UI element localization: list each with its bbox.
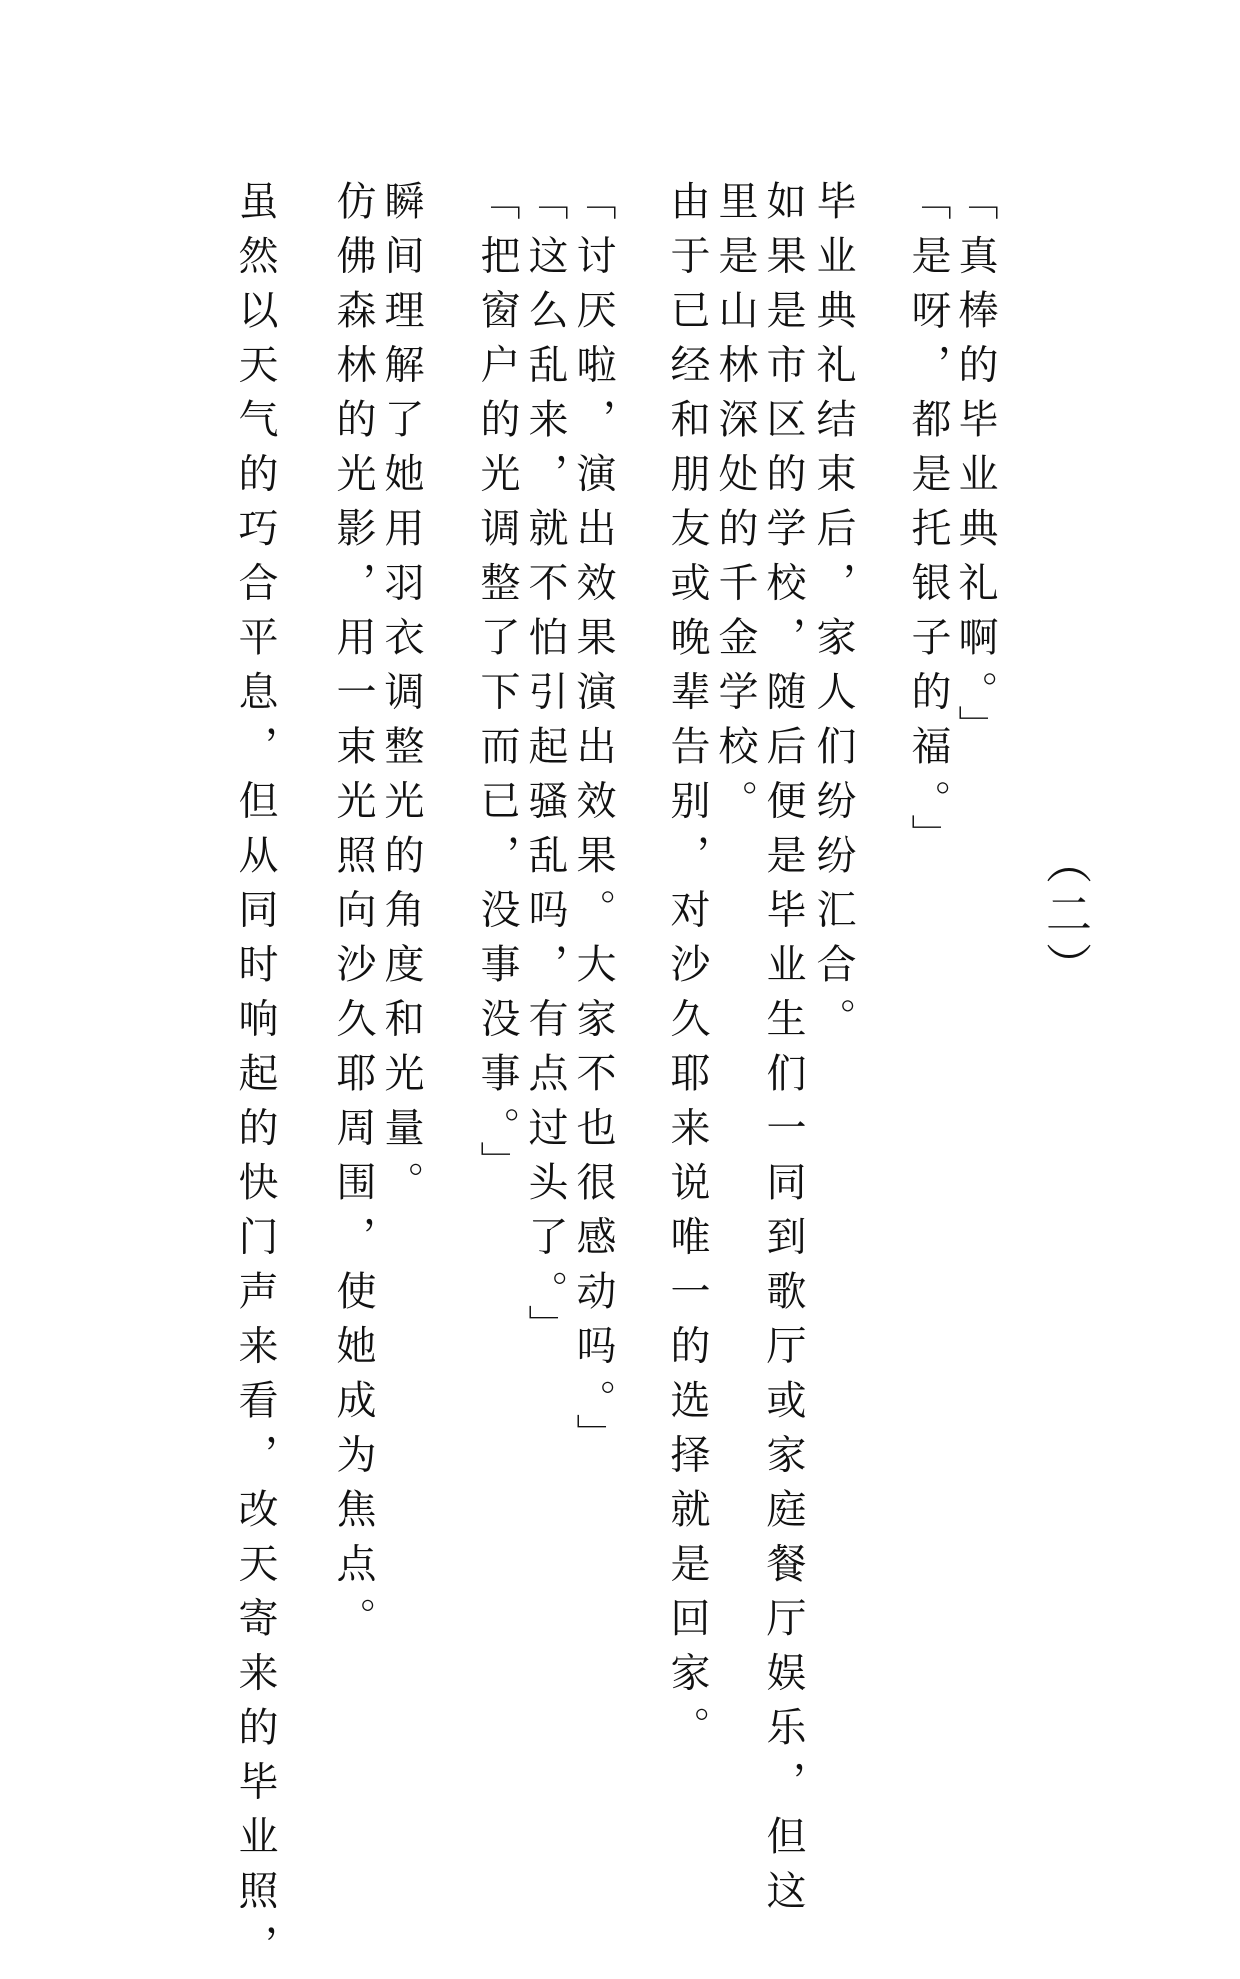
- text-column: 由于已经和朋友或晚辈告别，对沙久耶来说唯一的选择就是回家。: [664, 180, 710, 1761]
- text-column: 仿佛森林的光影，用一束光照向沙久耶周围，使她成为焦点。: [330, 180, 376, 1652]
- text-column: 毕业典礼结束后，家人们纷纷汇合。: [810, 180, 856, 1052]
- text-column: 「把窗户的光调整了下而已，没事没事。」: [474, 180, 520, 1196]
- text-column: 「这么乱来，就不怕引起骚乱吗，有点过头了。」: [522, 180, 568, 1359]
- text-column: 「是呀，都是托银子的福。」: [905, 180, 951, 869]
- text-column: 如果是市区的学校，随后便是毕业生们一同到歌厅或家庭餐厅娱乐，但这: [760, 180, 806, 1924]
- text-column: 虽然以天气的巧合平息，但从同时响起的快门声来看，改天寄来的毕业照，: [232, 180, 278, 1979]
- text-column: 瞬间理解了她用羽衣调整光的角度和光量。: [378, 180, 424, 1216]
- chapter-heading: （二）: [1039, 838, 1093, 994]
- text-column: 「讨厌啦，演出效果演出效果。大家不也很感动吗。」: [570, 180, 616, 1468]
- text-column: 「真棒的毕业典礼啊。」: [952, 180, 998, 760]
- text-column: 里是山林深处的千金学校。: [712, 180, 758, 834]
